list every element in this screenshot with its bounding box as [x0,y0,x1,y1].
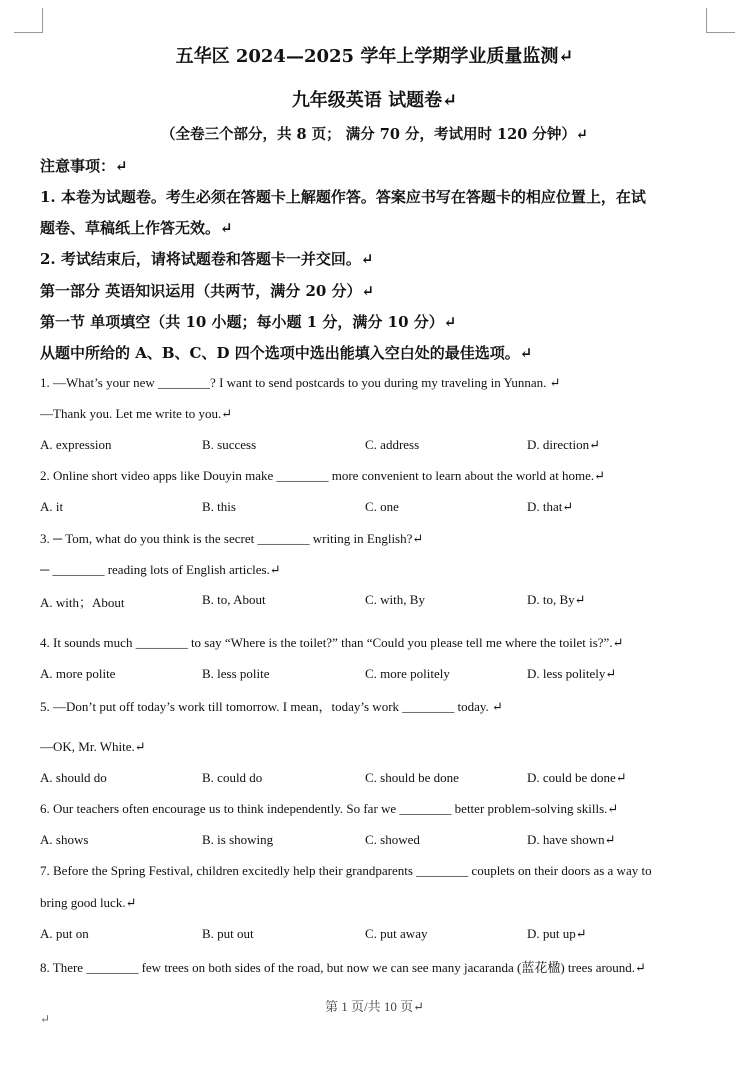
question-1-reply: —Thank you. Let me write to you.↵ [40,406,233,421]
option-a: A. put on [40,926,89,941]
option-c: C. showed [365,832,420,847]
option-d: D. could be done↵ [527,770,627,785]
option-a: A. with；About [40,595,125,610]
option-d: D. less politely↵ [527,666,617,681]
question-7-stem: 7. Before the Spring Festival, children excitedly help their grandparents ________ couplets on their doors as a way to [40,863,652,878]
option-a: A. shows [40,832,89,847]
question-5-reply: —OK, Mr. White.↵ [40,739,146,754]
page-number: 第 1 页/共 10 页↵ [324,999,424,1014]
exam-title: 五华区 2024—2025 学年上学期学业质量监测↵ [175,46,574,67]
option-b: B. to, About [202,592,266,607]
option-b: B. less polite [202,666,270,681]
question-3-reply: ─ ________ reading lots of English articles.↵ [40,562,281,577]
option-a: A. it [40,499,64,514]
note-1-line-2: 题卷、草稿纸上作答无效。↵ [40,219,233,237]
question-2-stem: 2. Online short video apps like Douyin make ________ more convenient to learn about the world at home.↵ [40,468,606,483]
option-c: C. put away [365,926,428,941]
corner-mark-top-right [706,8,735,33]
section-1-heading: 第一节 单项填空（共 10 小题；每小题 1 分，满分 10 分）↵ [40,313,457,331]
option-b: B. put out [202,926,254,941]
option-c: C. with, By [365,592,425,607]
option-c: C. one [365,499,399,514]
option-a: A. more polite [40,666,116,681]
option-b: B. this [202,499,236,514]
note-1-line-1: 1. 本卷为试题卷。考生必须在答题卡上解题作答。答案应书写在答题卡的相应位置上，在试 [40,188,646,206]
section-instruction: 从题中所给的 A、B、C、D 四个选项中选出能填入空白处的最佳选项。↵ [40,344,533,362]
option-a: A. should do [40,770,107,785]
option-b: B. could do [202,770,263,785]
option-b: B. is showing [202,832,274,847]
option-b: B. success [202,437,257,452]
option-c: C. more politely [365,666,450,681]
option-d: D. direction↵ [527,437,600,452]
option-d: D. have shown↵ [527,832,616,847]
question-8-stem: 8. There ________ few trees on both sides of the road, but now we can see many jacaranda (蓝花楹) trees around.↵ [40,960,646,975]
question-6-stem: 6. Our teachers often encourage us to think independently. So far we ________ better problem-solving skills.↵ [40,801,619,816]
corner-mark-top-left [14,8,43,33]
question-5-stem: 5. —Don’t put off today’s work till tomorrow. I mean，today’s work ________ today. ↵ [40,699,503,714]
question-3-stem: 3. ─ Tom, what do you think is the secret ________ writing in English?↵ [40,531,424,546]
option-d: D. put up↵ [527,926,587,941]
option-d: D. that↵ [527,499,574,514]
option-a: A. expression [40,437,112,452]
question-1-stem: 1. —What’s your new ________? I want to send postcards to you during my traveling in Yunnan. ↵ [40,375,561,390]
option-c: C. address [365,437,420,452]
paragraph-mark: ↵ [40,1012,51,1026]
part-1-heading: 第一部分 英语知识运用（共两节，满分 20 分）↵ [40,282,375,300]
exam-subtitle: 九年级英语 试题卷↵ [291,90,458,111]
notes-heading: 注意事项：↵ [40,157,128,175]
exam-info: （全卷三个部分，共 8 页； 满分 70 分，考试用时 120 分钟）↵ [160,126,589,143]
note-2: 2. 考试结束后，请将试题卷和答题卡一并交回。↵ [40,250,374,268]
option-c: C. should be done [365,770,459,785]
option-d: D. to, By↵ [527,592,586,607]
question-7-stem-cont: bring good luck.↵ [40,895,137,910]
question-4-stem: 4. It sounds much ________ to say “Where is the toilet?” than “Could you please tell me where the toilet is?”.↵ [40,635,624,650]
